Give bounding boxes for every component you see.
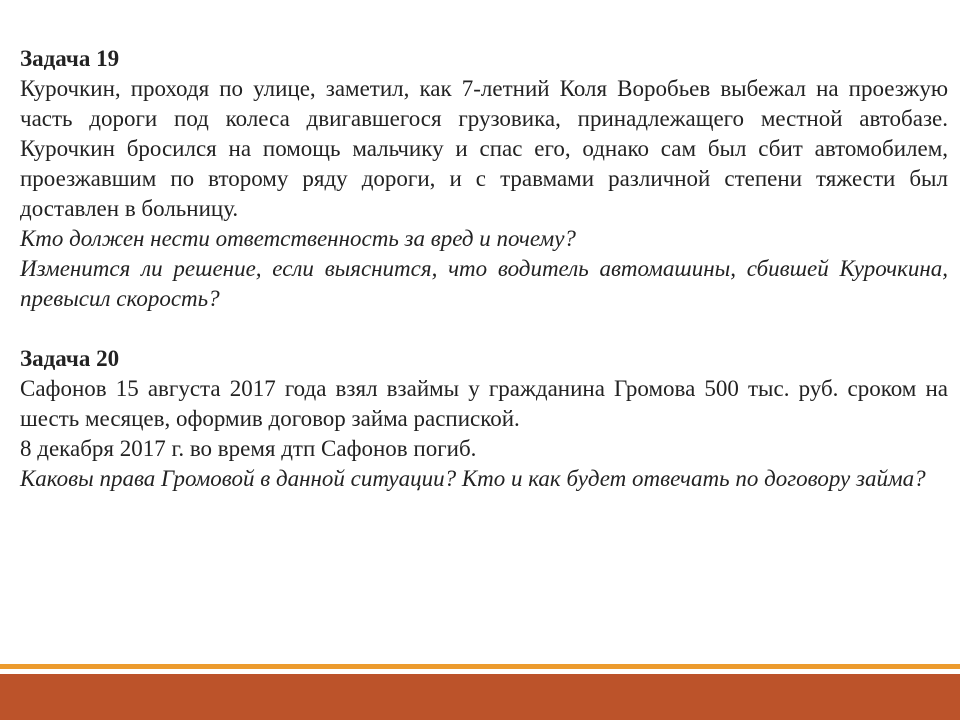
footer-bar — [0, 674, 960, 720]
task-20-text-2: 8 декабря 2017 г. во время дтп Сафонов погиб. — [20, 436, 477, 461]
footer-accent-line — [0, 664, 960, 669]
task-20-text-1: Сафонов 15 августа 2017 года взял взаймы у гражданина Громова 500 тыс. руб. сроком на шесть месяцев, оформив договор займа распиской. — [20, 376, 948, 431]
task-19-question-1: Кто должен нести ответственность за вред и почему? — [20, 226, 576, 251]
task-20-question: Каковы права Громовой в данной ситуации? Кто и как будет отвечать по договору займа? — [20, 466, 926, 491]
task-20-title: Задача 20 — [20, 346, 120, 371]
task-19-title: Задача 19 — [20, 46, 120, 71]
task-19-question-2: Изменится ли решение, если выяснится, что водитель автомашины, сбившей Курочкина, превысил скорость? — [20, 256, 948, 311]
spacer — [20, 314, 948, 344]
task-19-text: Курочкин, проходя по улице, заметил, как 7-летний Коля Воробьев выбежал на проезжую часть дороги под колеса двигавшегося грузовика, принадлежащего местной автобазе. Курочкин бросился на помощь мальчику и спас его, однако сам был сбит автомобилем, проезжавшим по второму ряду дороги, и с травмами различной степени тяжести был доставлен в больницу. — [20, 76, 948, 221]
slide-content — [20, 44, 948, 494]
